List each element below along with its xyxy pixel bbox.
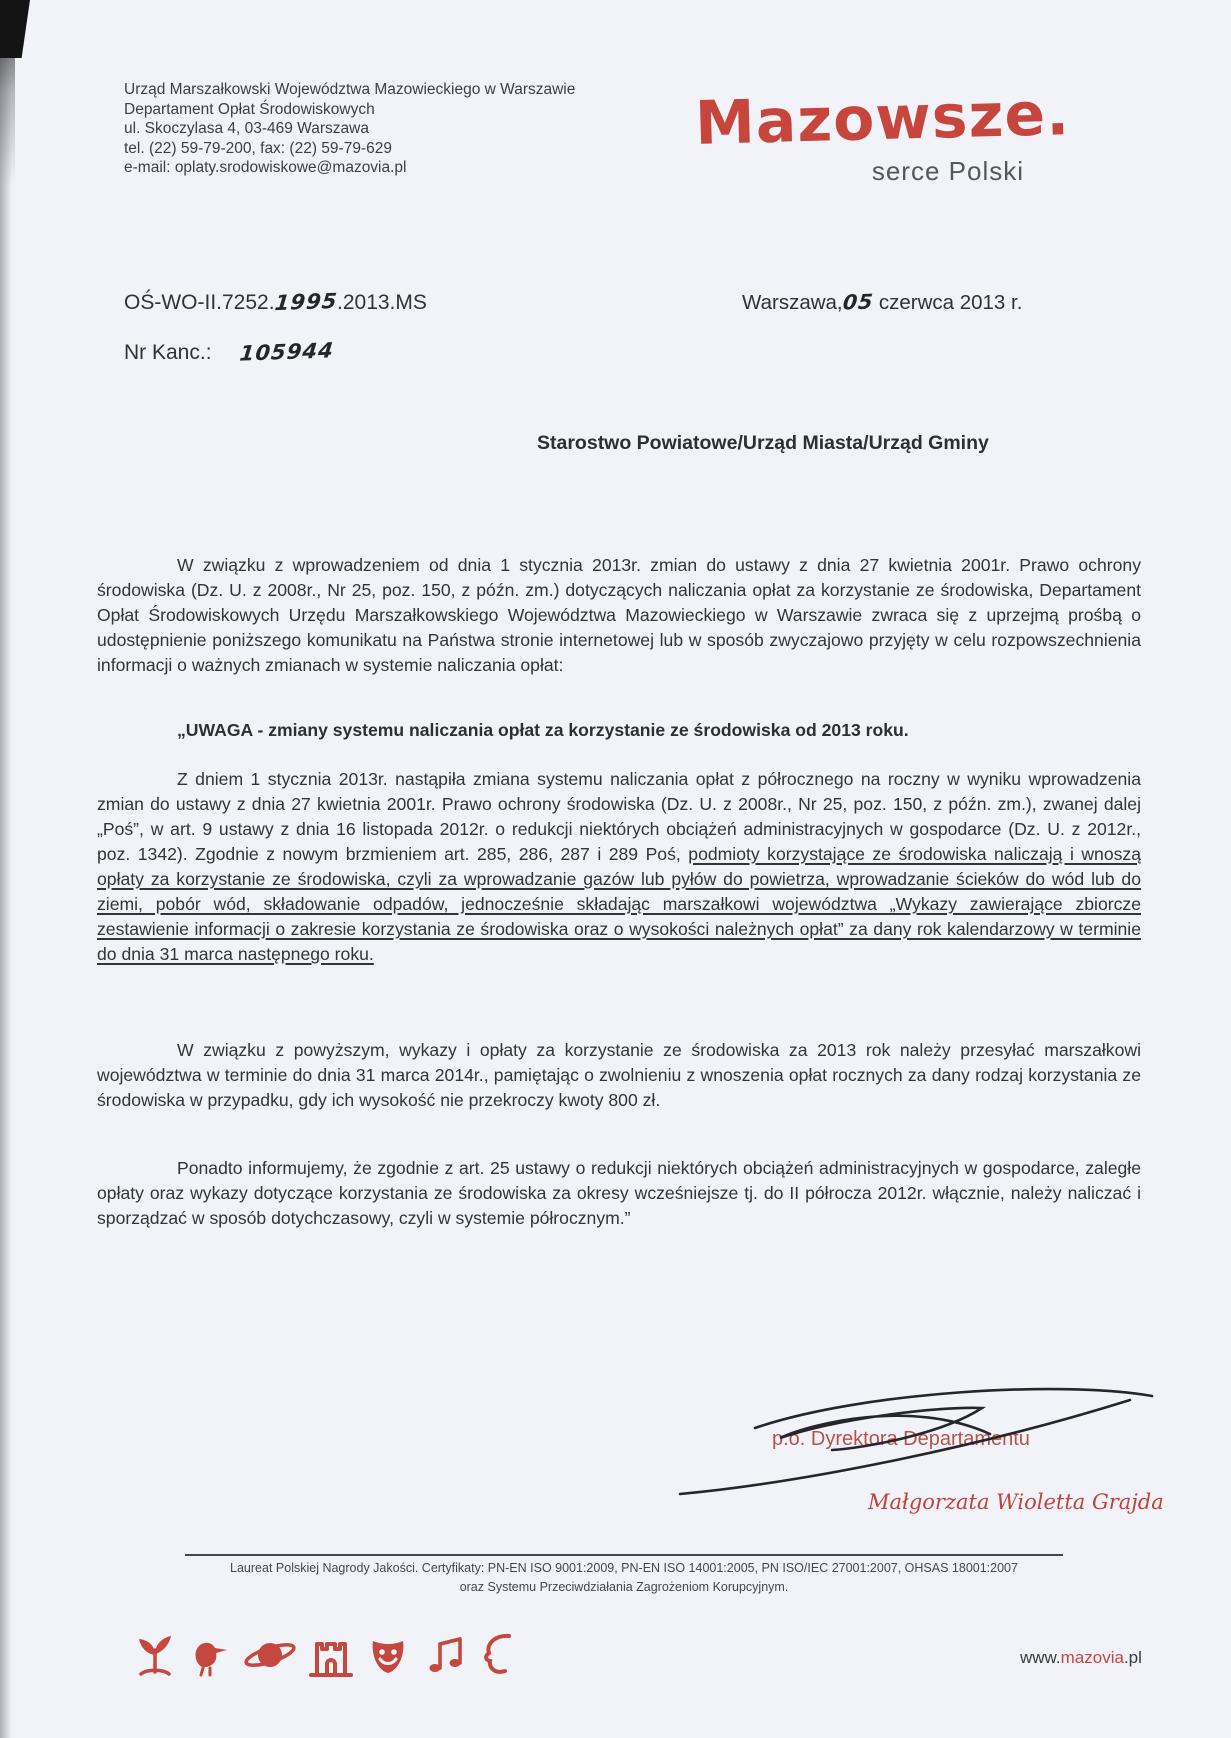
uwaga-heading: „UWAGA - zmiany systemu naliczania opłat za korzystanie ze środowiska od 2013 roku. xyxy=(177,720,909,740)
dateline-rest: czerwca 2013 r. xyxy=(873,291,1023,314)
logo-tagline: serce Polski xyxy=(871,156,1024,186)
signature-title: p.o. Dyrektora Departamentu xyxy=(772,1428,1030,1450)
mazowsze-logo-wordmark: Mazowsze. xyxy=(694,79,1071,159)
sender-line-email: e-mail: oplaty.srodowiskowe@mazovia.pl xyxy=(124,159,407,176)
website-prefix: www. xyxy=(1020,1648,1061,1667)
reference-number xyxy=(124,290,427,315)
website-suffix: .pl xyxy=(1123,1648,1142,1667)
kanc-line xyxy=(124,340,333,365)
paragraph-2 xyxy=(97,767,1141,967)
kanc-label: Nr Kanc.: xyxy=(124,341,212,364)
mazowsze-logo xyxy=(636,79,1071,187)
website-brand: mazovia xyxy=(1060,1648,1124,1667)
bird-icon xyxy=(187,1632,233,1678)
kanc-handwritten-number: 105944 xyxy=(238,338,335,366)
theater-mask-icon xyxy=(365,1632,411,1678)
footer-certifications xyxy=(185,1554,1063,1597)
castle-icon xyxy=(307,1632,355,1678)
sender-line-org: Urząd Marszałkowski Województwa Mazowieckiego w Warszawie xyxy=(124,81,576,98)
paragraph-1: W związku z wprowadzeniem od dnia 1 stycznia 2013r. zmian do ustawy z dnia 27 kwietnia 2001r. Prawo ochrony środowiska (Dz. U. z 2008r., Nr 25, poz. 150, z późn. zm.) dotyczących naliczania opłat za korzystanie ze środowiska, Departament Opłat Środowiskowych Urzędu Marszałkowskiego Województwa Mazowieckiego w Warszawie zwraca się z uprzejmą prośbą o udostępnienie poniższego komunikatu na Państwa stronie internetowej lub w sposób zwyczajowo przyjęty w celu rozpowszechnienia informacji o ważnych zmianach w systemie naliczania opłat: xyxy=(97,555,1141,675)
paragraph-4: Ponadto informujemy, że zgodnie z art. 25 ustawy o redukcji niektórych obciążeń administracyjnych w gospodarce, zaległe opłaty oraz wykazy dotyczące korzystania ze środowiska za okresy wcześniejsze tj. do II półrocza 2012r. włącznie, należy naliczać i sporządzać w sposób dotychczasowy, czyli w systemie półrocznym.” xyxy=(97,1158,1141,1228)
footer-certifications-line1: Laureat Polskiej Nagrody Jakości. Certyfikaty: PN-EN ISO 9001:2009, PN-EN ISO 14001:2005, PN ISO/IEC 27001:2007, OHSAS 18001:2007 xyxy=(230,1561,1018,1575)
profile-icon xyxy=(477,1632,521,1678)
addressee: Starostwo Powiatowe/Urząd Miasta/Urząd Gminy xyxy=(537,432,989,454)
paragraph-2-underlined: podmioty korzystające ze środowiska naliczają i wnoszą opłaty za korzystanie ze środowiska, czyli za wprowadzanie gazów lub pyłów do powietrza, wprowadzanie ścieków do wód lub do ziemi, pobór wód, składowanie odpadów, jednocześnie składając marszałkowi województwa „Wykazy zawierające zbiorcze zestawienie informacji o zakresie korzystania ze środowiska oraz o wysokości należnych opłat” za dany rok kalendarzowy w terminie do dnia 31 marca następnego roku. xyxy=(97,844,1141,964)
website-url xyxy=(1020,1648,1142,1668)
sender-block xyxy=(124,80,575,178)
sender-line-address: ul. Skoczylasa 4, 03-469 Warszawa xyxy=(124,120,369,137)
music-notes-icon xyxy=(421,1632,467,1678)
paragraph-2-normal: Z dniem 1 stycznia 2013r. nastąpiła zmiana systemu naliczania opłat z półrocznego na roczny w wyniku wprowadzenia zmian do ustawy z dnia 27 kwietnia 2001r. Prawo ochrony środowiska (Dz. U. z 2008r., Nr 25, poz. 150, z późn. zm.), zwanej dalej „Poś”, w art. 9 ustawy z dnia 16 listopada 2012r. o redukcji niektórych obciążeń administracyjnych w gospodarce (Dz. U. z 2012r., poz. 1342). Zgodnie z nowym brzmieniem art. 285, 286, 287 i 289 Poś, xyxy=(97,769,1141,864)
scan-edge-artifact xyxy=(0,0,12,1738)
sender-line-department: Departament Opłat Środowiskowych xyxy=(124,100,375,118)
signature-name: Małgorzata Wioletta Grajda xyxy=(868,1490,1164,1514)
paragraph-3: W związku z powyższym, wykazy i opłaty za korzystanie ze środowiska za 2013 rok należy przesyłać marszałkowi województwa w terminie do dnia 31 marca 2014r., pamiętając o zwolnieniu z wnoszenia opłat rocznych za dany rodzaj korzystania ze środowiska w przypadku, gdy ich wysokość nie przekroczy kwoty 800 zł. xyxy=(97,1040,1141,1110)
icon-strip xyxy=(133,1632,521,1678)
reference-prefix: OŚ-WO-II.7252. xyxy=(124,291,275,314)
sprout-icon xyxy=(133,1632,177,1678)
dateline-city: Warszawa, xyxy=(742,291,843,314)
saturn-icon xyxy=(243,1632,297,1678)
footer-certifications-line2: oraz Systemu Przeciwdziałania Zagrożeniom Korupcyjnym. xyxy=(459,1580,789,1594)
reference-suffix: .2013.MS xyxy=(337,291,427,314)
reference-handwritten-number: 1995 xyxy=(273,288,339,316)
sender-line-phone: tel. (22) 59-79-200, fax: (22) 59-79-629 xyxy=(124,139,392,157)
dateline-handwritten-day: 05 xyxy=(841,289,875,315)
dateline xyxy=(742,290,1022,315)
scan-corner-artifact xyxy=(0,0,30,58)
